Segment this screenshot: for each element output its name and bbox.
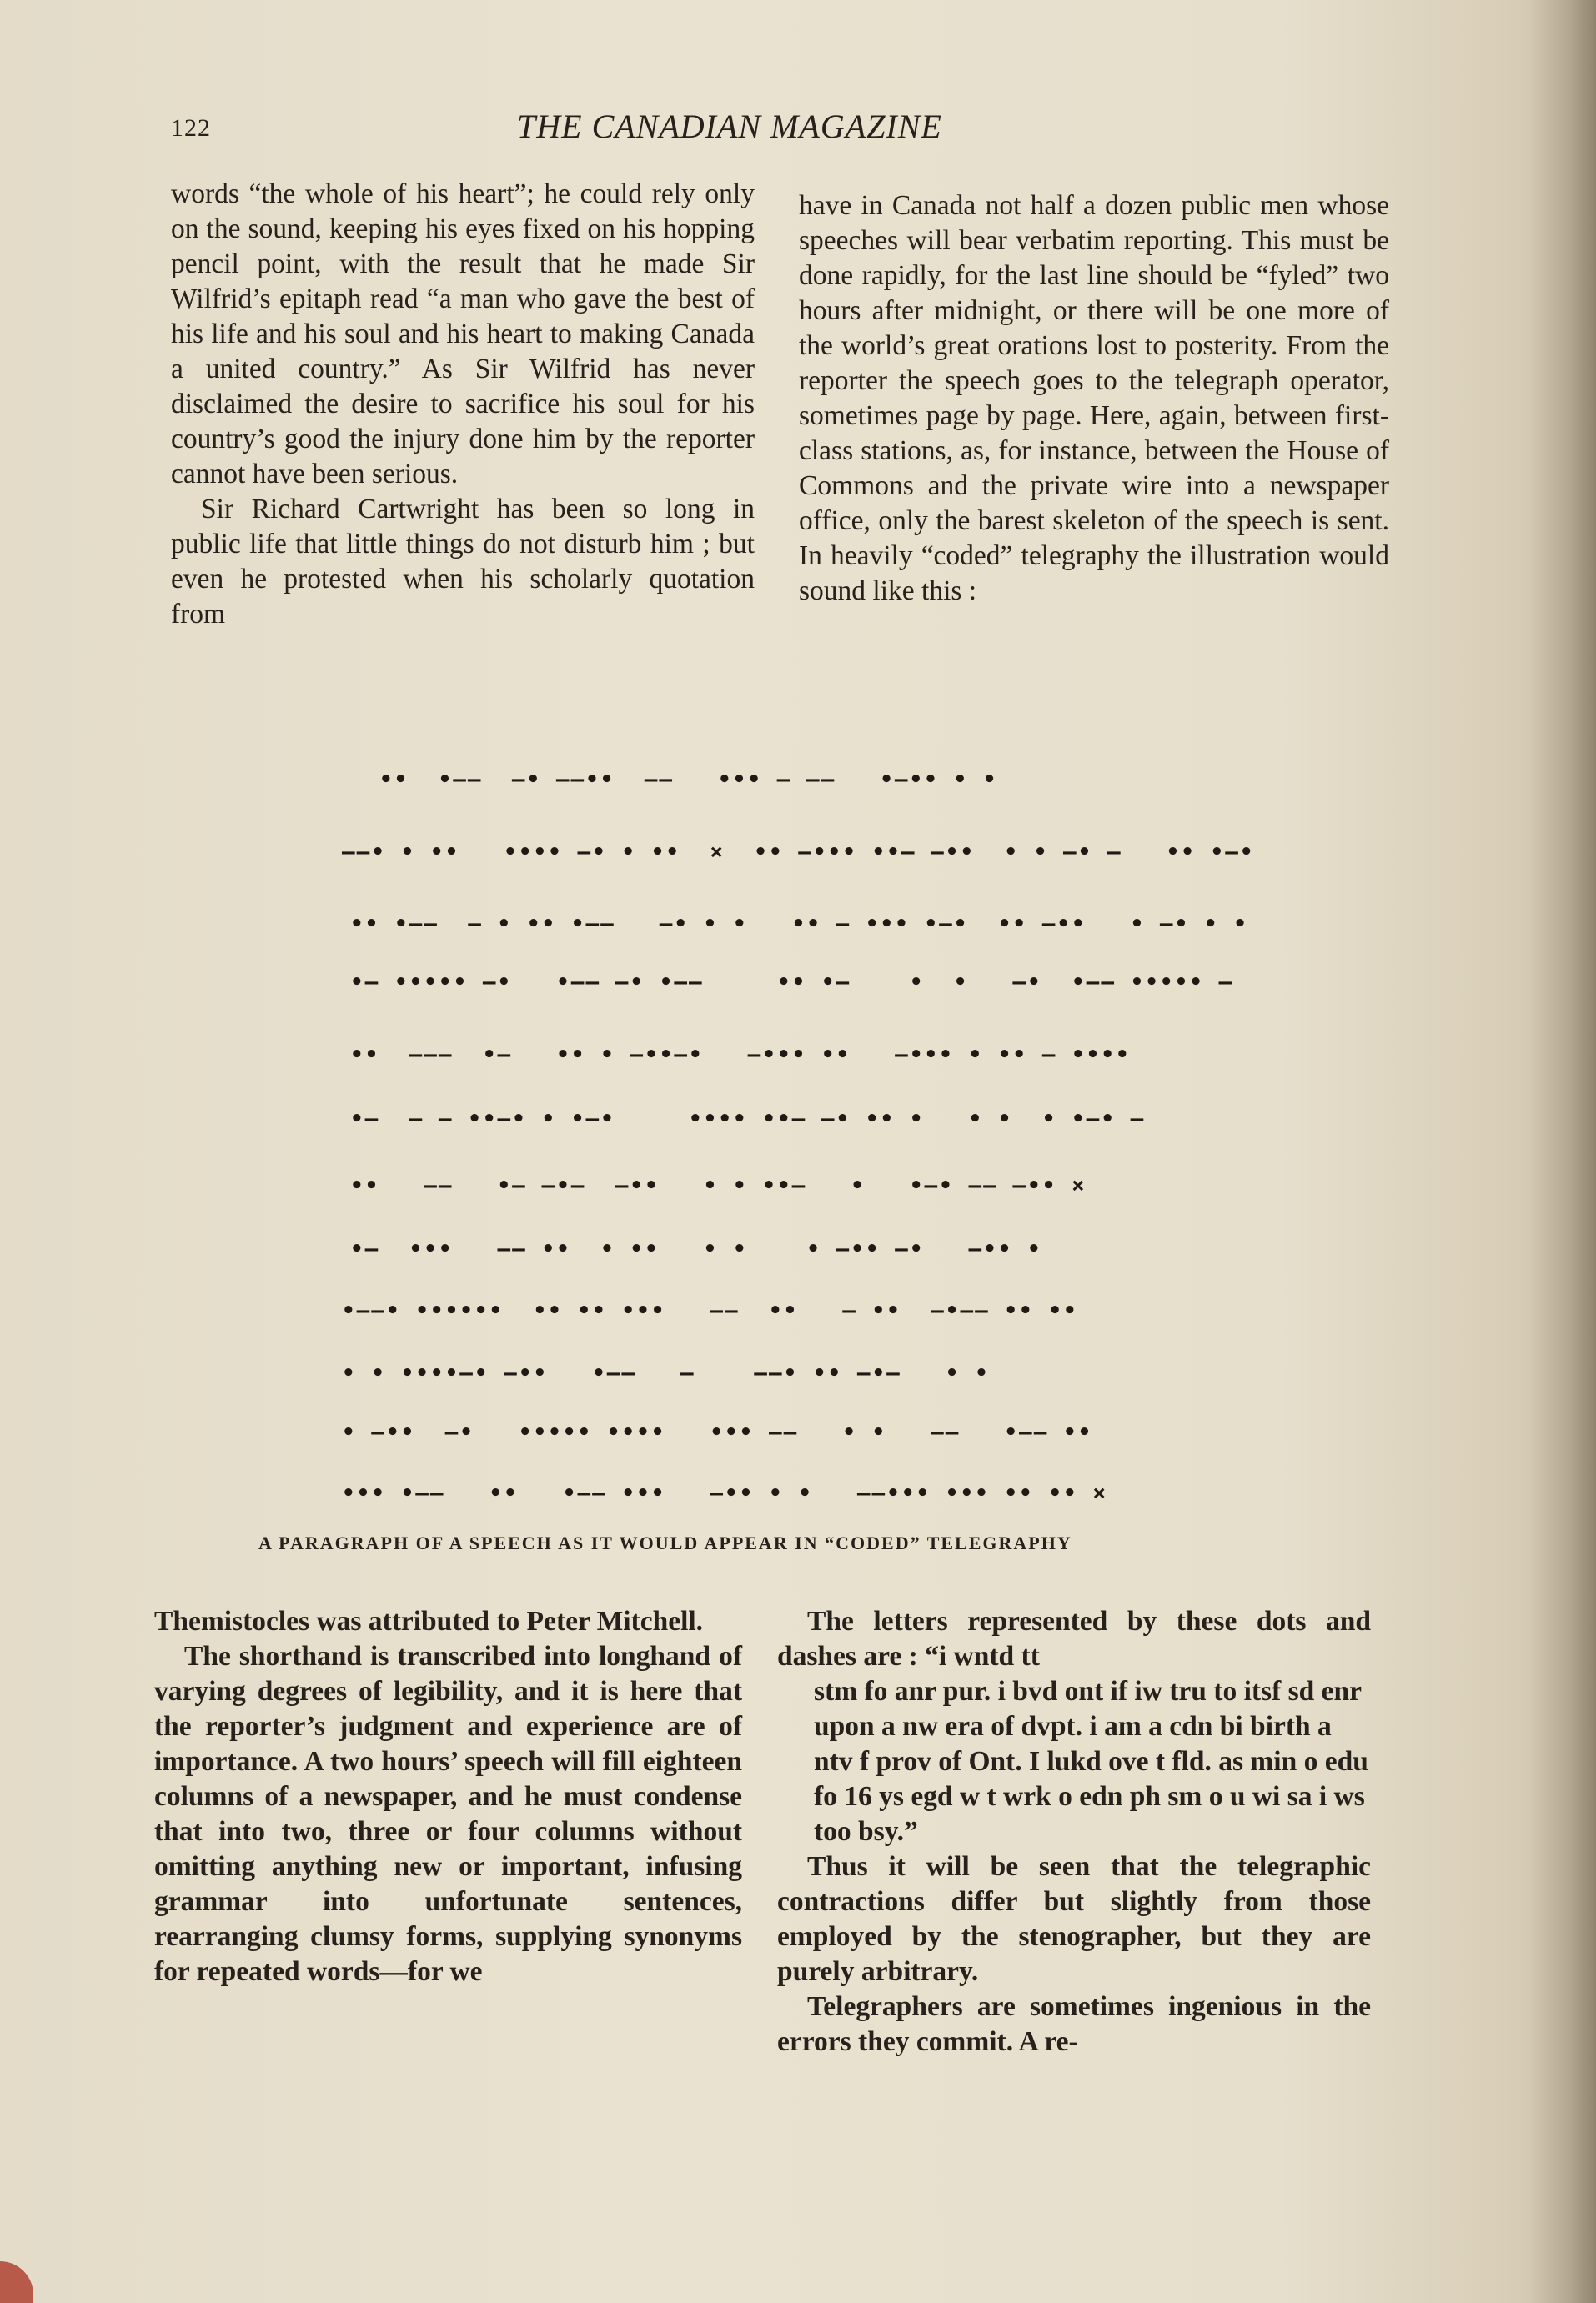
figure-caption: A PARAGRAPH OF A SPEECH AS IT WOULD APPEAR IN “CODED” TELEGRAPHY: [258, 1533, 1072, 1553]
coded-line: •— ••• —— •• • •• • • • —•• —• —•• •: [350, 1237, 1042, 1262]
coded-line: •——• •••••• •• •• ••• —— •• — •• —•—— •• ••: [342, 1298, 1078, 1323]
page-number: 122: [171, 114, 211, 142]
coded-line: •• —— •— —•— —•• • • ••— • •—• —— —•• ×: [350, 1173, 1087, 1198]
coded-line: • • ••••—• —•• •—— — ——• •• —•— • •: [342, 1361, 990, 1386]
paragraph-reporting: have in Canada not half a dozen public men whose speeches will bear verbatim reporting. This must be done rapidly, for the last line should be “fyled” two hours after midnight, or there will be one more of the world’s great orations lost to posterity. From the reporter the speech goes to the telegraph operator, sometimes page by page. Here, again, between first-class stations, as, for instance, between the House of Commons and the private wire into a newspaper office, only the barest skeleton of the speech is sent. In heavily “coded” telegraphy the illustration would sound like this :: [799, 190, 1389, 606]
coded-line: ••• •—— •• •—— ••• —•• • • ——••• ••• •• •• ×: [342, 1481, 1107, 1506]
page-corner-mark: [0, 2261, 33, 2303]
coded-line: •— — — ••—• • •—• •••• ••— —• •• • • • • •—• —: [350, 1106, 1146, 1131]
running-head: THE CANADIAN MAGAZINE: [517, 108, 942, 145]
coded-line: • —•• —• ••••• •••• ••• —— • • —— •—— ••: [342, 1420, 1093, 1445]
paragraph-sir-richard: Sir Richard Cartwright has been so long in public life that little things do not disturb him ; but even he protested when his scholarly quotation from: [171, 494, 755, 630]
paragraph-telegraphers: Telegraphers are sometimes ingenious in the errors they commit. A re-: [777, 1991, 1371, 2057]
paragraph-themistocles: Themistocles was attributed to Peter Mitchell.: [154, 1606, 704, 1637]
paragraph-letters-intro: The letters represented by these dots and dashes are : “i wntd tt: [777, 1606, 1371, 1672]
paragraph-contractions: Thus it will be seen that the telegraphic contractions differ but slightly from those employed by the stenographer, but they are purely arbitrary.: [777, 1851, 1371, 1987]
decoded-message: stm fo anr pur. i bvd ont if iw tru to itsf sd enr upon a nw era of dvpt. i am a cdn bi birth a ntv f prov of Ont. I lukd ove t fld. as min o edu fo 16 ys egd w t wrk o edn ph sm o u wi sa i ws too bsy.”: [814, 1676, 1368, 1847]
bottom-right-column: [777, 1604, 1371, 2060]
coded-line: •• •—— — • •• •—— —• • • •• — ••• •—• •• —•• • —• • •: [350, 911, 1248, 936]
bottom-left-column: [154, 1604, 742, 1989]
coded-line: ——• • •• •••• —• • •• × •• —••• ••— —•• • • —• — •• •—•: [342, 840, 1255, 865]
coded-line: •• ——— •— •• • —••—• —••• •• —••• • •• — ••••: [350, 1042, 1131, 1067]
coded-line: •— ••••• —• •—— —• •—— •• •— • • —• •—— ••••• —: [350, 970, 1234, 995]
paragraph-sir-wilfrid: words “the whole of his heart”; he could rely only on the sound, keeping his eyes fixed on his hopping pencil point, with the result that he made Sir Wilfrid’s epitaph read “a man who gave the best of his life and his soul and his heart to making Canada a united country.” As Sir Wilfrid has never disclaimed the desire to sacrifice his soul for his country’s good the injury done him by the reporter cannot have been serious.: [171, 178, 755, 489]
paragraph-shorthand: The shorthand is transcribed into longhand of varying degrees of legibility, and it is here that the reporter’s judgment and experience are of importance. A two hours’ speech will fill eighteen columns of a newspaper, and he must condense that into two, three or four columns without omitting anything new or important, infusing grammar into unfortunate sentences, rearranging clumsy forms, supplying synonyms for repeated words—for we: [154, 1641, 742, 1987]
coded-line: •• •—— —• ——•• —— ••• — —— •—•• • •: [379, 767, 998, 792]
